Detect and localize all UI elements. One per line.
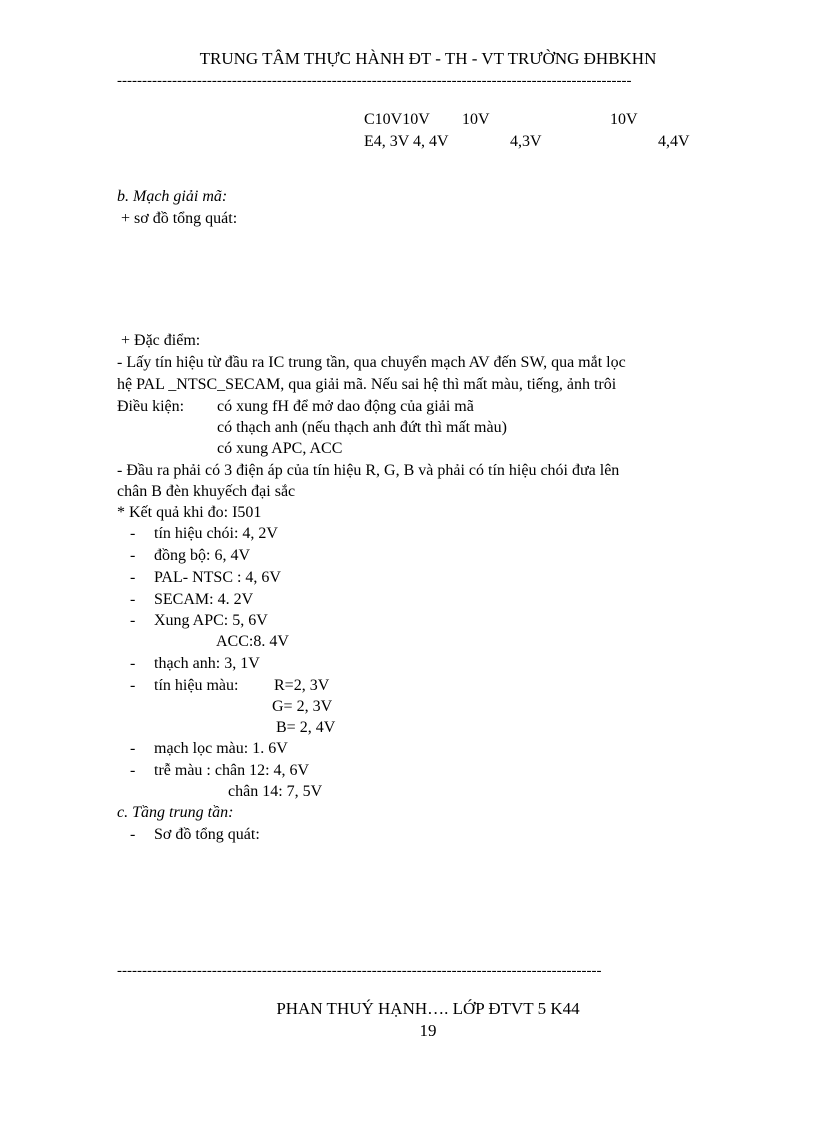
footer-rule: ------------------------------------------------------------------------------------------------- — [117, 964, 602, 978]
voltage-row1-a: C10V10V — [364, 111, 430, 128]
result-color-b: B= 2, 4V — [276, 719, 336, 736]
results-title: * Kết quả khi đo: I501 — [117, 504, 262, 521]
header-rule: ------------------------------------------------------------------------------------------------------- — [117, 74, 632, 88]
condition-3: có xung APC, ACC — [217, 440, 343, 457]
result-apc: Xung APC: 5, 6V — [154, 612, 268, 629]
section-b-heading: b. Mạch giải mã: — [117, 188, 228, 205]
list-bullet: - — [130, 569, 136, 586]
list-bullet: - — [130, 677, 136, 694]
voltage-row2-b: 4,3V — [510, 133, 542, 150]
list-bullet: - — [130, 655, 136, 672]
result-color-filter: mạch lọc màu: 1. 6V — [154, 740, 288, 757]
para1-line2: hệ PAL _NTSC_SECAM, qua giải mã. Nếu sai hệ thì mất màu, tiếng, ảnh trôi — [117, 376, 617, 393]
features-label: + Đặc điểm: — [121, 332, 201, 349]
result-secam: SECAM: 4. 2V — [154, 591, 254, 608]
voltage-row1-c: 10V — [610, 111, 638, 128]
result-color-r: R=2, 3V — [274, 677, 330, 694]
result-color-delay: trễ màu : chân 12: 4, 6V — [154, 762, 310, 779]
result-color-g: G= 2, 3V — [272, 698, 333, 715]
voltage-row2-a: E4, 3V 4, 4V — [364, 133, 449, 150]
result-color-delay-pin14: chân 14: 7, 5V — [228, 783, 323, 800]
page-header-title: TRUNG TÂM THỰC HÀNH ĐT - TH - VT TRƯỜNG ĐHBKHN — [199, 49, 657, 68]
list-bullet: - — [130, 591, 136, 608]
para2-line1: - Đầu ra phải có 3 điện áp của tín hiệu R, G, B và phải có tín hiệu chói đưa lên — [117, 462, 620, 479]
list-bullet: - — [130, 740, 136, 757]
voltage-row1-b: 10V — [462, 111, 490, 128]
list-bullet: - — [130, 826, 136, 843]
section-c-heading: c. Tầng trung tần: — [117, 804, 234, 821]
footer-author: PHAN THUÝ HẠNH…. LỚP ĐTVT 5 K44 — [276, 999, 580, 1018]
page-number: 19 — [419, 1021, 437, 1040]
result-color-signal: tín hiệu màu: — [154, 677, 239, 694]
result-pal-ntsc: PAL- NTSC : 4, 6V — [154, 569, 281, 586]
list-bullet: - — [130, 547, 136, 564]
conditions-label: Điều kiện: — [117, 398, 185, 415]
para2-line2: chân B đèn khuyếch đại sắc — [117, 483, 296, 500]
condition-1: có xung fH để mở dao động của giải mã — [217, 398, 474, 415]
diagram-label: + sơ đồ tổng quát: — [121, 210, 238, 227]
voltage-row2-c: 4,4V — [658, 133, 690, 150]
result-acc: ACC:8. 4V — [216, 633, 289, 650]
result-crystal: thạch anh: 3, 1V — [154, 655, 260, 672]
para1-line1: - Lấy tín hiệu từ đầu ra IC trung tần, qua chuyển mạch AV đến SW, qua mắt lọc — [117, 354, 626, 371]
condition-2: có thạch anh (nếu thạch anh đứt thì mất màu) — [217, 419, 507, 436]
list-bullet: - — [130, 612, 136, 629]
list-bullet: - — [130, 525, 136, 542]
result-sync: đồng bộ: 6, 4V — [154, 547, 250, 564]
section-c-item1: Sơ đồ tổng quát: — [154, 826, 260, 843]
result-luma: tín hiệu chói: 4, 2V — [154, 525, 278, 542]
list-bullet: - — [130, 762, 136, 779]
